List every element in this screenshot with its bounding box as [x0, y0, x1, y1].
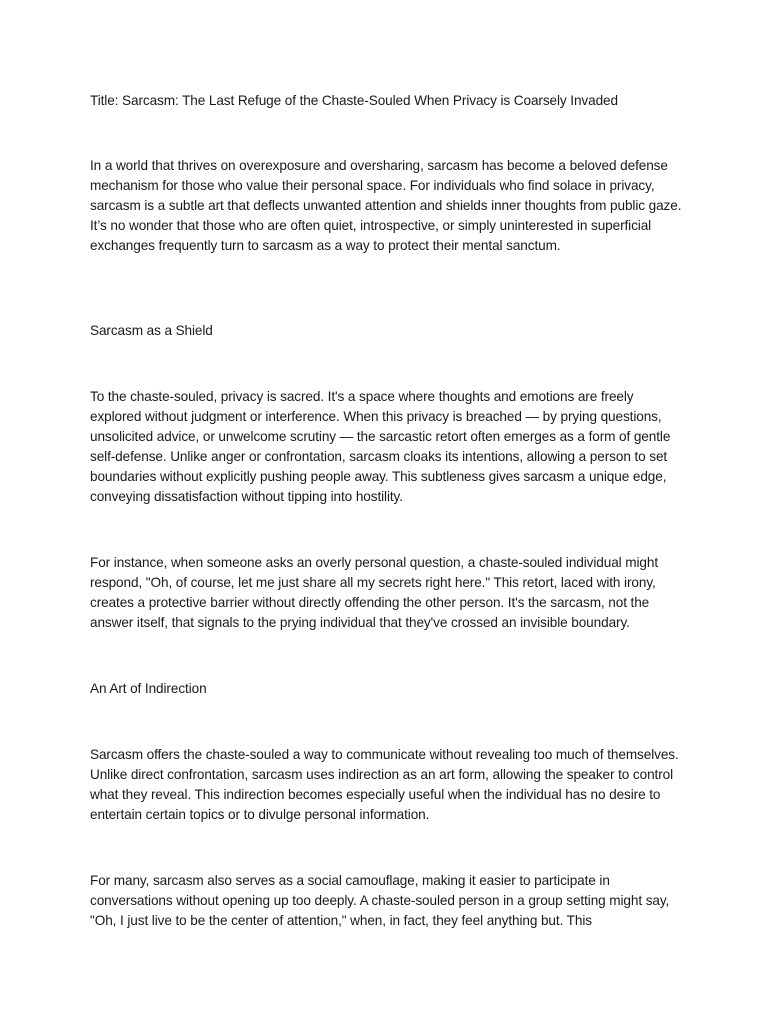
indirection-paragraph-1: Sarcasm offers the chaste-souled a way to communicate without revealing too much of themselves. Unlike direct confrontation, sarcasm uses indirection as an art form, allowing the speaker to control what they reveal. This indirection becomes especially useful when the individual has no desire to entertain certain topics or to divulge personal information. [90, 747, 679, 822]
shield-paragraph-2: For instance, when someone asks an overly personal question, a chaste-souled individual might respond, "Oh, of course, let me just share all my secrets right here." This retort, laced with irony, creates a protective barrier without directly offending the other person. It's the sarcasm, not the answer itself, that signals to the prying individual that they've crossed an invisible boundary. [90, 555, 659, 630]
shield-paragraph-1: To the chaste-souled, privacy is sacred. It's a space where thoughts and emotions are freely explored without judgment or interference. When this privacy is breached — by prying questions, unsolicited advice, or unwelcome scrutiny — the sarcastic retort often emerges as a form of gentle self-defense. Unlike anger or confrontation, sarcasm cloaks its intentions, allowing a person to set boundaries without explicitly pushing people away. This subtleness gives sarcasm a unique edge, conveying dissatisfaction without tipping into hostility. [90, 389, 671, 504]
section-heading-shield: Sarcasm as a Shield [90, 323, 213, 338]
indirection-paragraph-2: For many, sarcasm also serves as a social camouflage, making it easier to participate in conversations without opening up too deeply. A chaste-souled person in a group setting might say, "Oh, I just live to be the center of attention," when, in fact, they feel anything but. This [90, 873, 670, 928]
document-title: Title: Sarcasm: The Last Refuge of the Chaste-Souled When Privacy is Coarsely Invaded [90, 93, 618, 108]
section-heading-indirection: An Art of Indirection [90, 681, 207, 696]
intro-paragraph: In a world that thrives on overexposure and oversharing, sarcasm has become a beloved defense mechanism for those who value their personal space. For individuals who find solace in privacy, sarcasm is a subtle art that deflects unwanted attention and shields inner thoughts from public gaze. It’s no wonder that those who are often quiet, introspective, or simply uninterested in superficial exchanges frequently turn to sarcasm as a way to protect their mental sanctum. [90, 158, 682, 253]
